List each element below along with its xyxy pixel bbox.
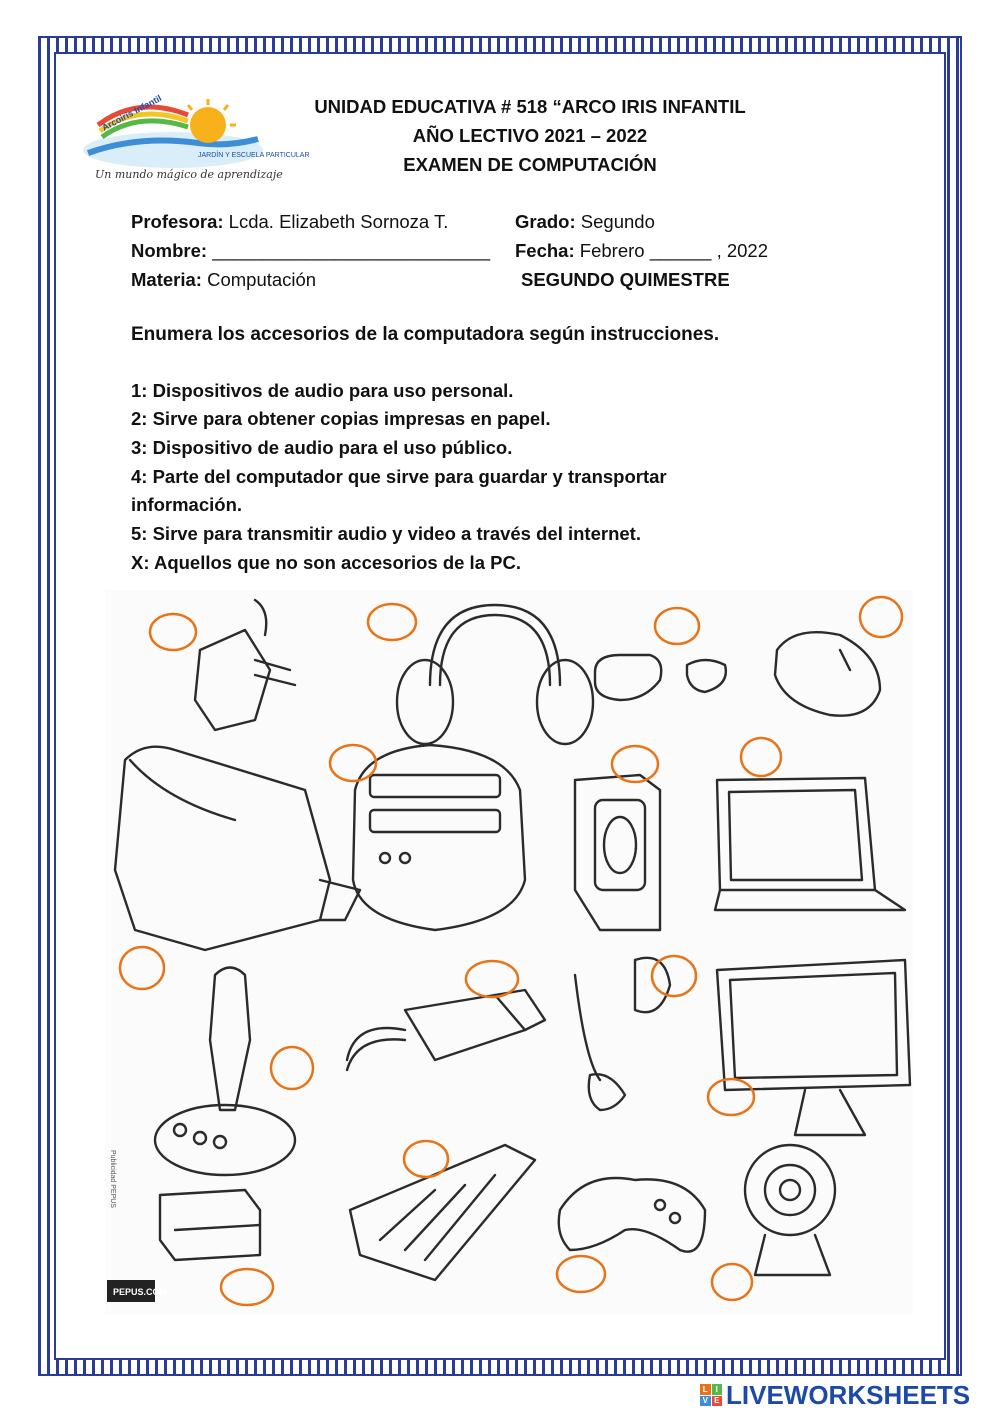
liveworksheets-brand: LIVEWORKSHEETS (726, 1379, 971, 1410)
list-item: 5: Sirve para transmitir audio y video a través del internet. (131, 523, 641, 544)
profesora-value: Lcda. Elizabeth Sornoza T. (223, 211, 449, 232)
liveworksheets-logo[interactable] (700, 1380, 970, 1410)
school-name: UNIDAD EDUCATIVA # 518 “ARCO IRIS INFANTIL (314, 96, 746, 117)
profesora-row (131, 211, 448, 233)
liveworksheets-badge-icon: L I V E (700, 1384, 722, 1406)
list-item: 2: Sirve para obtener copias impresas en papel. (131, 408, 551, 429)
grado-row (515, 211, 655, 233)
instruction-heading: Enumera los accesorios de la computadora según instrucciones. (131, 324, 720, 345)
grado-value: Segundo (575, 211, 655, 232)
materia-label: Materia: (131, 269, 202, 290)
side-credit: Publicidad PEPUS (109, 1150, 116, 1208)
grado-label: Grado: (515, 211, 576, 232)
pepus-credit: PEPUS.COM (113, 1287, 168, 1297)
logo-subtitle: JARDÍN Y ESCUELA PARTICULAR (198, 152, 310, 159)
quimestre-label: SEGUNDO QUIMESTRE (521, 269, 730, 290)
school-year: AÑO LECTIVO 2021 – 2022 (412, 125, 648, 146)
list-item: 4: Parte del computador que sirve para guardar y transportar (131, 466, 667, 487)
nombre-field[interactable]: ___________________________ (207, 240, 491, 261)
worksheet-image (105, 590, 913, 1315)
logo-tagline: Un mundo mágico de aprendizaje (95, 168, 283, 181)
profesora-label: Profesora: (131, 211, 224, 232)
list-item: información. (131, 494, 243, 515)
logo-title: Arcoiris Infantil (100, 92, 164, 133)
nombre-row (131, 240, 490, 262)
nombre-label: Nombre: (131, 240, 208, 261)
list-item: 3: Dispositivo de audio para el uso público. (131, 437, 513, 458)
fecha-field[interactable]: Febrero ______ , 2022 (574, 240, 769, 261)
list-item: X: Aquellos que no son accesorios de la PC. (131, 552, 521, 573)
list-item: 1: Dispositivos de audio para uso personal. (131, 380, 514, 401)
fecha-row (515, 240, 768, 262)
fecha-label: Fecha: (515, 240, 575, 261)
materia-value: Computación (201, 269, 317, 290)
exam-title: EXAMEN DE COMPUTACIÓN (403, 154, 657, 175)
materia-row (131, 269, 316, 291)
